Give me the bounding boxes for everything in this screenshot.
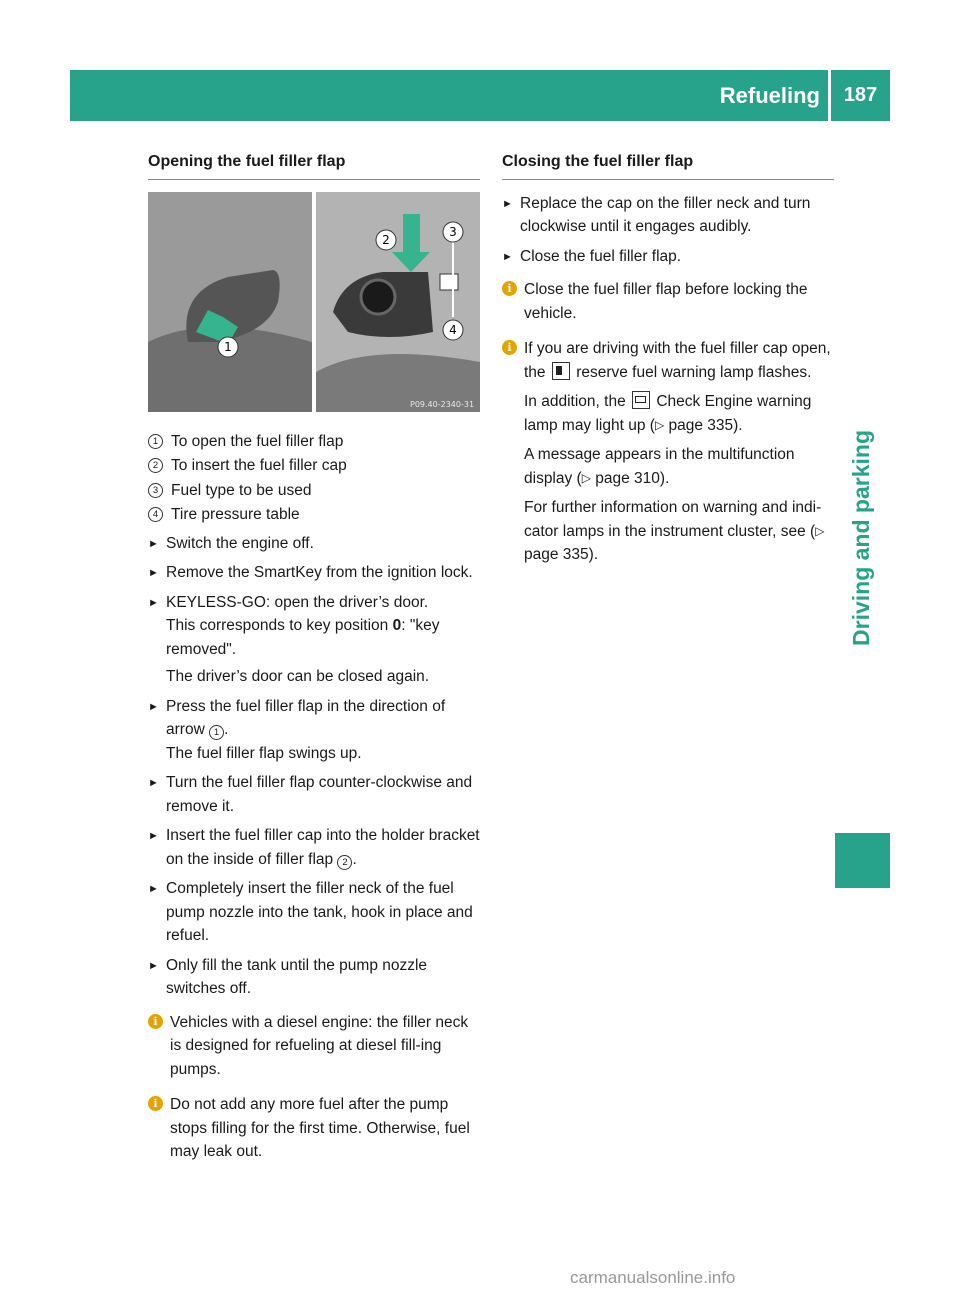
info-note xyxy=(502,278,834,331)
page-ref-icon: ▷ xyxy=(581,470,591,485)
step-text: Press the fuel filler flap in the direction of arrow 1 . xyxy=(166,697,446,738)
fuel-pump-lamp-icon xyxy=(552,362,570,380)
step-text: KEYLESS-GO: open the driver’s door. xyxy=(166,593,429,611)
step-arrow-icon: ► xyxy=(148,567,159,579)
legend-text: Fuel type to be used xyxy=(171,481,312,499)
legend-item xyxy=(148,479,480,503)
info-text: Vehicles with a diesel engine: the filler neck is designed for refueling at diesel fill-ing pumps. xyxy=(170,1013,469,1078)
legend-item xyxy=(148,454,480,478)
step-arrow-icon: ► xyxy=(148,959,159,972)
step-text: Replace the cap on the filler neck and turn clockwise until it engages audibly. xyxy=(520,194,811,235)
step-text: Switch the engine off. xyxy=(166,534,314,552)
page-ref-icon: ▷ xyxy=(654,417,665,432)
callout-3: 3 xyxy=(449,224,457,239)
info-text: Close the fuel filler flap before locking the vehicle. xyxy=(524,281,808,322)
step-text: Turn the fuel filler flap counter-clockwise and remove it. xyxy=(166,774,473,815)
legend-number: 1 xyxy=(148,434,163,449)
info-note xyxy=(148,1093,480,1170)
section-title: Refueling xyxy=(719,83,820,108)
legend-text: Tire pressure table xyxy=(171,506,300,523)
step xyxy=(148,591,480,693)
callout-1: 1 xyxy=(224,339,232,354)
step-arrow-icon: ► xyxy=(502,197,513,210)
legend-number: 2 xyxy=(148,458,163,473)
legend-item xyxy=(148,430,480,454)
info-icon: i xyxy=(502,340,517,355)
fuel-flap-illustration xyxy=(148,192,480,412)
info-icon: i xyxy=(502,281,517,296)
info-text: For further information on warning and indi-cator lamps in the instrument cluster, see (▷ page 335). xyxy=(524,499,825,563)
step-detail: The driver’s door can be closed again. xyxy=(166,668,430,685)
legend-text: To open the fuel filler flap xyxy=(171,432,344,450)
figure-code: P09.40-2340-31 xyxy=(410,399,475,409)
watermark: carmanualsonline.info xyxy=(570,1268,736,1287)
chapter-label: Driving and parking xyxy=(848,430,874,646)
step-text: Close the fuel filler flap. xyxy=(520,247,682,265)
step xyxy=(148,824,480,875)
info-icon: i xyxy=(148,1014,163,1029)
step-detail: This corresponds to key position 0: "key removed". xyxy=(166,617,440,658)
info-text: A message appears in the multifunction display (▷ page 310). xyxy=(524,446,795,487)
step xyxy=(148,877,480,952)
step-detail: The fuel filler flap swings up. xyxy=(166,744,362,762)
step xyxy=(148,771,480,822)
legend-number: 3 xyxy=(148,483,163,498)
step-arrow-icon: ► xyxy=(148,596,159,609)
right-column xyxy=(502,150,834,577)
info-text: Do not add any more fuel after the pump stops filling for the first time. Otherwise, fuel may leak out. xyxy=(170,1096,470,1160)
callout-4: 4 xyxy=(449,322,457,337)
chapter-tab-block xyxy=(835,833,890,888)
step-arrow-icon: ► xyxy=(502,250,513,263)
left-column xyxy=(148,150,480,1174)
step xyxy=(502,192,834,243)
info-text: If you are driving with the fuel filler cap open, the reserve fuel warning lamp flashes. xyxy=(524,340,831,381)
step-text: Insert the fuel filler cap into the holder bracket on the inside of filler flap 2 . xyxy=(166,827,480,868)
step xyxy=(148,695,480,770)
check-engine-lamp-icon xyxy=(632,391,650,409)
step-arrow-icon: ► xyxy=(148,537,159,550)
step-text: Remove the SmartKey from the ignition lock. xyxy=(166,564,473,581)
info-note xyxy=(502,337,834,573)
step xyxy=(148,532,480,560)
page-number: 187 xyxy=(843,84,878,106)
legend-item xyxy=(148,503,480,527)
fuel-flap-figure xyxy=(148,192,480,412)
step xyxy=(502,245,834,273)
step xyxy=(148,954,480,1005)
step-arrow-icon: ► xyxy=(148,883,159,895)
step-arrow-icon: ► xyxy=(148,700,159,713)
left-heading: Opening the fuel filler flap xyxy=(148,150,480,180)
page-ref-icon: ▷ xyxy=(815,523,825,538)
step-arrow-icon: ► xyxy=(148,777,159,789)
step-text: Only fill the tank until the pump nozzle switches off. xyxy=(166,956,428,997)
header-bar xyxy=(70,70,890,121)
step-text: Completely insert the filler neck of the fuel pump nozzle into the tank, hook in place and refuel. xyxy=(166,880,473,944)
step xyxy=(148,561,480,589)
callout-2: 2 xyxy=(382,232,390,247)
info-icon: i xyxy=(148,1096,163,1111)
step-arrow-icon: ► xyxy=(148,830,159,842)
legend-text: To insert the fuel filler cap xyxy=(171,457,347,474)
right-heading: Closing the fuel filler flap xyxy=(502,150,834,180)
info-text: In addition, the Check Engine warning lamp may light up (▷ page 335). xyxy=(524,393,812,434)
info-note xyxy=(148,1011,480,1088)
legend-number: 4 xyxy=(148,507,163,522)
